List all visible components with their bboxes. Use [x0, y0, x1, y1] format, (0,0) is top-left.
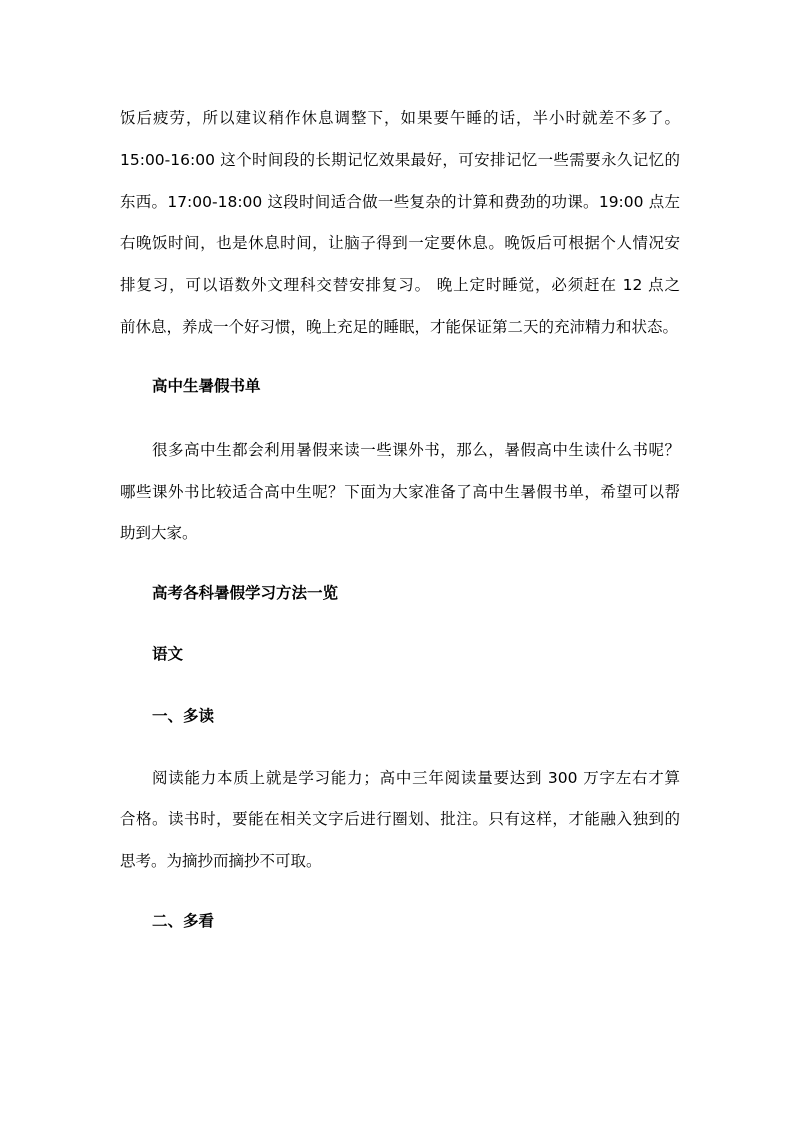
- paragraph-line: 思考。为摘抄而摘抄不可取。: [120, 852, 322, 870]
- paragraph-line: 很多高中生都会利用暑假来读一些课外书，那么，暑假高中生读什么书呢？: [152, 441, 680, 459]
- paragraph-line: 哪些课外书比较适合高中生呢？下面为大家准备了高中生暑假书单，希望可以帮: [120, 483, 680, 501]
- subject-heading-chinese: 语文: [152, 645, 184, 663]
- section-heading-booklist: 高中生暑假书单: [152, 377, 261, 395]
- subsection-heading-read-more: 一、多读: [152, 707, 215, 725]
- subsection-heading-see-more: 二、多看: [152, 912, 215, 930]
- paragraph-line: 东西。17:00-18:00 这段时间适合做一些复杂的计算和费劲的功课。19:00 点左: [120, 193, 680, 211]
- paragraph-line: 阅读能力本质上就是学习能力；高中三年阅读量要达到 300 万字左右才算: [152, 769, 680, 787]
- paragraph-line: 助到大家。: [120, 524, 198, 542]
- paragraph-line: 右晚饭时间，也是休息时间，让脑子得到一定要休息。晚饭后可根据个人情况安: [120, 234, 680, 252]
- section-heading-methods: 高考各科暑假学习方法一览: [152, 584, 339, 602]
- paragraph-line: 饭后疲劳，所以建议稍作休息调整下，如果要午睡的话，半小时就差不多了。: [120, 109, 680, 127]
- paragraph-line: 合格。读书时，要能在相关文字后进行圈划、批注。只有这样，才能融入独到的: [120, 810, 680, 828]
- paragraph-line: 前休息，养成一个好习惯，晚上充足的睡眠，才能保证第二天的充沛精力和状态。: [120, 318, 679, 336]
- paragraph-line: 排复习，可以语数外文理科交替安排复习。 晚上定时睡觉，必须赶在 12 点之: [120, 276, 680, 294]
- paragraph-line: 15:00-16:00 这个时间段的长期记忆效果最好，可安排记忆一些需要永久记忆的: [120, 151, 680, 169]
